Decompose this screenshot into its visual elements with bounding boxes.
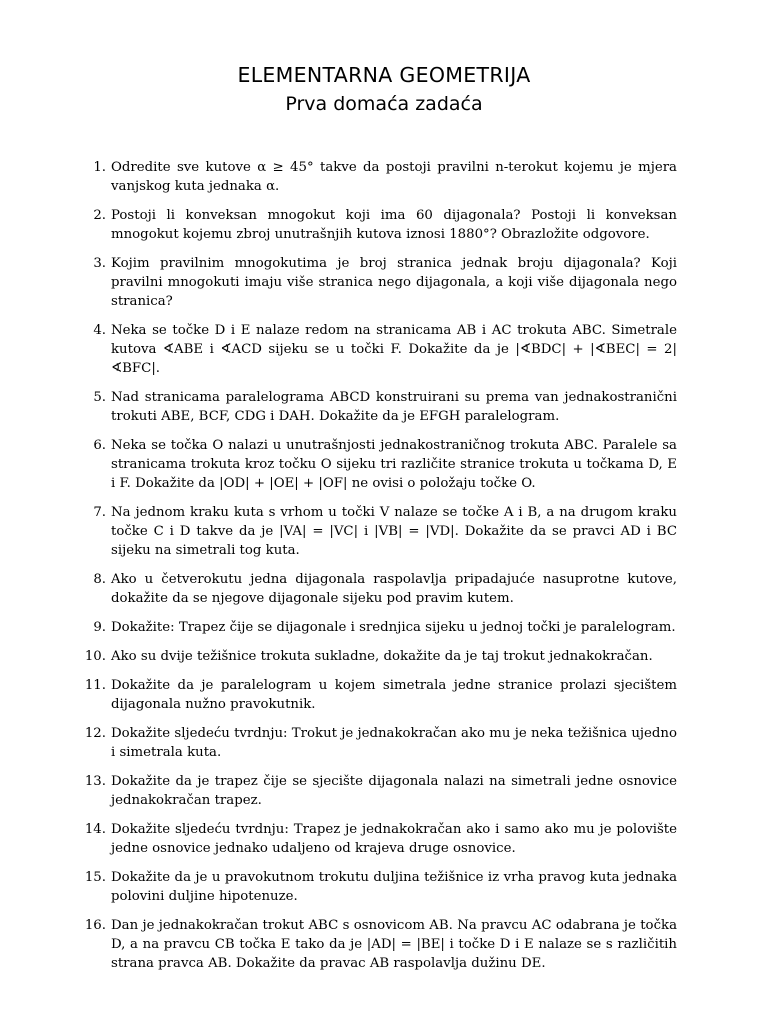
problem-number: 6. [93, 438, 106, 453]
problem-text: Dokažite sljedeću tvrdnju: Trapez je jednakokračan ako i samo ako mu je polovište jedne osnovice jednako udaljeno od krajeva druge osnovice. [111, 822, 677, 856]
problem-text: Nad stranicama paralelograma ABCD konstruirani su prema van jednakostranični trokuti ABE, BCF, CDG i DAH. Dokažite da je EFGH paralelogram. [111, 390, 677, 424]
problem-item [93, 206, 677, 244]
problem-text: Odredite sve kutove α ≥ 45° takve da postoji pravilni n-terokut kojemu je mjera vanjskog kuta jednaka α. [111, 160, 677, 194]
problem-item [84, 916, 677, 973]
problem-text: Dan je jednakokračan trokut ABC s osnovicom AB. Na pravcu AC odabrana je točka D, a na pravcu CB točka E tako da je |AD| = |BE| i točke D i E nalaze se s različitih strana pravca AB. Dokažite da pravac AB raspolavlja dužinu DE. [111, 918, 677, 971]
problem-text: Kojim pravilnim mnogokutima je broj stranica jednak broju dijagonala? Koji pravilni mnogokuti imaju više stranica nego dijagonala, a koji više dijagonala nego stranica? [111, 256, 677, 309]
problem-number: 1. [93, 160, 106, 175]
problem-text: Dokažite da je u pravokutnom trokutu duljina težišnice iz vrha pravog kuta jednaka polovini duljine hipotenuze. [111, 870, 677, 904]
problem-text: Na jednom kraku kuta s vrhom u točki V nalaze se točke A i B, a na drugom kraku točke C i D takve da je |VA| = |VC| i |VB| = |VD|. Dokažite da se pravci AD i BC sijeku na simetrali tog kuta. [111, 505, 677, 558]
problem-number: 2. [93, 208, 106, 223]
problem-item [84, 772, 677, 810]
problem-number: 9. [93, 620, 106, 635]
problem-number: 7. [93, 505, 106, 520]
problem-text: Dokažite da je trapez čije se sjecište dijagonala nalazi na simetrali jedne osnovice jednakokračan trapez. [111, 774, 677, 808]
problem-number: 8. [93, 572, 106, 587]
problem-item [84, 820, 677, 858]
problem-item [93, 321, 677, 378]
document-subtitle: Prva domaća zadaća [285, 93, 483, 115]
problem-item [93, 570, 677, 608]
problem-item [93, 388, 677, 426]
problem-text: Dokažite: Trapez čije se dijagonale i srednjica sijeku u jednoj točki je paralelogram. [111, 620, 676, 635]
document-title: ELEMENTARNA GEOMETRIJA [237, 63, 531, 87]
problem-text: Ako su dvije težišnice trokuta sukladne, dokažite da je taj trokut jednakokračan. [111, 649, 653, 664]
problem-text: Dokažite sljedeću tvrdnju: Trokut je jednakokračan ako mu je neka težišnica ujedno i simetrala kuta. [111, 726, 677, 760]
problem-number: 16. [84, 918, 106, 933]
problem-list [0, 158, 677, 983]
problem-number: 10. [84, 649, 106, 664]
problem-item [93, 618, 677, 637]
problem-item [93, 503, 677, 560]
problem-item [93, 436, 677, 493]
problem-text: Neka se točke D i E nalaze redom na stranicama AB i AC trokuta ABC. Simetrale kutova ∢ABE i ∢ACD sijeku se u točki F. Dokažite da je |∢BDC| + |∢BEC| = 2|∢BFC|. [111, 323, 677, 376]
problem-number: 13. [84, 774, 106, 789]
problem-item [93, 254, 677, 311]
problem-number: 15. [84, 870, 106, 885]
problem-text: Postoji li konveksan mnogokut koji ima 60 dijagonala? Postoji li konveksan mnogokut kojemu zbroj unutrašnjih kutova iznosi 1880°? Obrazložite odgovore. [111, 208, 677, 242]
problem-item [93, 158, 677, 196]
problem-number: 14. [84, 822, 106, 837]
problem-item [84, 647, 677, 666]
problem-text: Neka se točka O nalazi u unutrašnjosti jednakostraničnog trokuta ABC. Paralele sa stranicama trokuta kroz točku O sijeku tri različite stranice trokuta u točkama D, E i F. Dokažite da |OD| + |OE| + |OF| ne ovisi o položaju točke O. [111, 438, 677, 491]
problem-number: 12. [84, 726, 106, 741]
problem-number: 11. [84, 678, 106, 693]
problem-number: 5. [93, 390, 106, 405]
problem-number: 3. [93, 256, 106, 271]
problem-item [84, 868, 677, 906]
problem-text: Ako u četverokutu jedna dijagonala raspolavlja pripadajuće nasuprotne kutove, dokažite da se njegove dijagonale sijeku pod pravim kutem. [111, 572, 677, 606]
problem-number: 4. [93, 323, 106, 338]
problem-item [84, 724, 677, 762]
problem-item [84, 676, 677, 714]
problem-text: Dokažite da je paralelogram u kojem simetrala jedne stranice prolazi sjecištem dijagonala nužno pravokutnik. [111, 678, 677, 712]
